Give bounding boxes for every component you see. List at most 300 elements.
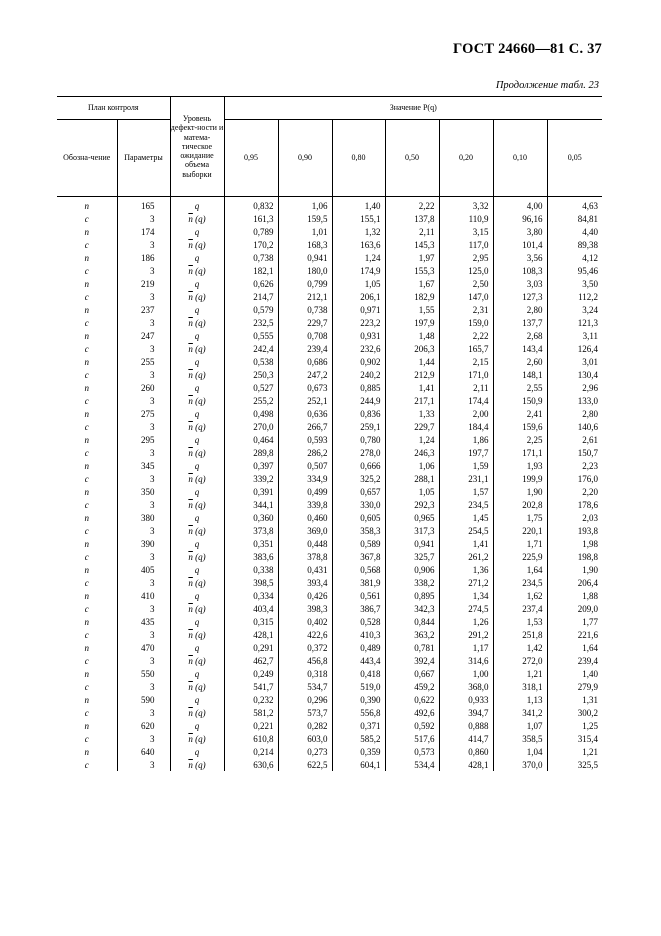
cell-value: 225,9 [493,550,547,563]
cell-value: 1,40 [547,667,602,680]
row-parameter: 3 [117,498,170,511]
cell-value: 261,2 [439,550,493,563]
row-parameter: 3 [117,524,170,537]
cell-value: 150,9 [493,394,547,407]
cell-value: 0,359 [332,745,385,758]
cell-value: 1,59 [439,459,493,472]
table-row [57,251,602,264]
row-level [170,498,224,511]
cell-value: 96,16 [493,212,547,225]
row-level: q [170,693,224,706]
cell-value: 1,55 [385,303,439,316]
header-designation: Обозна-чение [57,120,117,197]
row-level: q [170,329,224,342]
row-parameter: 275 [117,407,170,420]
cell-value: 403,4 [224,602,278,615]
table-row [57,758,602,771]
row-parameter: 550 [117,667,170,680]
cell-value: 1,26 [439,615,493,628]
header-p-1: 0,90 [278,120,332,197]
acceptance-plan-table [57,96,602,771]
cell-value: 220,1 [493,524,547,537]
cell-value: 288,1 [385,472,439,485]
cell-value: 492,6 [385,706,439,719]
table-row [57,511,602,524]
cell-value: 0,895 [385,589,439,602]
cell-value: 242,4 [224,342,278,355]
cell-value: 1,90 [547,563,602,576]
row-designation: c [57,602,117,615]
cell-value: 1,05 [332,277,385,290]
cell-value: 0,214 [224,745,278,758]
row-level [170,706,224,719]
cell-value: 2,31 [439,303,493,316]
cell-value: 4,40 [547,225,602,238]
row-level-mean-n: $\overline{n}$ [188,213,193,224]
cell-value: 206,1 [332,290,385,303]
cell-value: 300,2 [547,706,602,719]
cell-value: 1,62 [493,589,547,602]
cell-value: 0,626 [224,277,278,290]
cell-value: 367,8 [332,550,385,563]
cell-value: 291,2 [439,628,493,641]
row-level-q: (q) [192,707,206,718]
cell-value: 1,40 [332,197,385,213]
cell-value: 0,232 [224,693,278,706]
cell-value: 1,64 [493,563,547,576]
cell-value: 1,32 [332,225,385,238]
cell-value: 0,941 [385,537,439,550]
row-level: q [170,197,224,213]
cell-value: 1,48 [385,329,439,342]
cell-value: 315,4 [547,732,602,745]
cell-value: 289,8 [224,446,278,459]
row-designation: c [57,238,117,251]
cell-value: 286,2 [278,446,332,459]
row-level [170,680,224,693]
cell-value: 2,41 [493,407,547,420]
cell-value: 231,1 [439,472,493,485]
row-parameter: 380 [117,511,170,524]
cell-value: 373,8 [224,524,278,537]
row-parameter: 3 [117,446,170,459]
row-level [170,524,224,537]
cell-value: 0,426 [278,589,332,602]
cell-value: 137,7 [493,316,547,329]
row-level-q: (q) [192,239,206,250]
row-level-q: (q) [192,265,206,276]
cell-value: 0,460 [278,511,332,524]
cell-value: 0,592 [385,719,439,732]
cell-value: 1,88 [547,589,602,602]
row-parameter: 390 [117,537,170,550]
row-level-mean-n: $\overline{n}$ [188,577,193,588]
cell-value: 398,5 [224,576,278,589]
table-row [57,667,602,680]
row-level: q [170,563,224,576]
cell-value: 145,3 [385,238,439,251]
cell-value: 1,44 [385,355,439,368]
cell-value: 0,860 [439,745,493,758]
row-designation: c [57,264,117,277]
cell-value: 108,3 [493,264,547,277]
cell-value: 0,789 [224,225,278,238]
cell-value: 4,12 [547,251,602,264]
cell-value: 3,80 [493,225,547,238]
row-designation: n [57,459,117,472]
cell-value: 0,673 [278,381,332,394]
cell-value: 0,391 [224,485,278,498]
row-parameter: 3 [117,576,170,589]
cell-value: 0,397 [224,459,278,472]
cell-value: 363,2 [385,628,439,641]
cell-value: 1,97 [385,251,439,264]
cell-value: 1,00 [439,667,493,680]
table-row [57,459,602,472]
cell-value: 0,605 [332,511,385,524]
cell-value: 1,24 [385,433,439,446]
table-row [57,446,602,459]
cell-value: 1,53 [493,615,547,628]
row-level: q [170,381,224,394]
table-row [57,290,602,303]
cell-value: 165,7 [439,342,493,355]
cell-value: 1,05 [385,485,439,498]
cell-value: 383,6 [224,550,278,563]
row-level-q: (q) [192,603,206,614]
cell-value: 159,0 [439,316,493,329]
row-level: q [170,459,224,472]
table-row [57,745,602,758]
cell-value: 0,589 [332,537,385,550]
cell-value: 318,1 [493,680,547,693]
cell-value: 368,0 [439,680,493,693]
cell-value: 1,01 [278,225,332,238]
cell-value: 428,1 [439,758,493,771]
cell-value: 168,3 [278,238,332,251]
cell-value: 0,666 [332,459,385,472]
cell-value: 0,527 [224,381,278,394]
table-row [57,550,602,563]
cell-value: 0,622 [385,693,439,706]
row-level: q [170,433,224,446]
cell-value: 414,7 [439,732,493,745]
table-row [57,472,602,485]
row-parameter: 3 [117,758,170,771]
row-designation: n [57,589,117,602]
row-parameter: 3 [117,420,170,433]
row-level-q: (q) [192,525,206,536]
row-parameter: 3 [117,212,170,225]
row-level: q [170,407,224,420]
cell-value: 1,33 [385,407,439,420]
cell-value: 112,2 [547,290,602,303]
cell-value: 121,3 [547,316,602,329]
cell-value: 0,498 [224,407,278,420]
cell-value: 255,2 [224,394,278,407]
cell-value: 0,906 [385,563,439,576]
cell-value: 155,3 [385,264,439,277]
row-level-q: (q) [192,681,206,692]
cell-value: 1,42 [493,641,547,654]
cell-value: 0,249 [224,667,278,680]
cell-value: 1,64 [547,641,602,654]
cell-value: 126,4 [547,342,602,355]
row-level-mean-n: $\overline{n}$ [188,317,193,328]
table-row [57,485,602,498]
header-p-0: 0,95 [224,120,278,197]
cell-value: 270,0 [224,420,278,433]
cell-value: 170,2 [224,238,278,251]
row-level: q [170,641,224,654]
cell-value: 125,0 [439,264,493,277]
cell-value: 1,67 [385,277,439,290]
table-row [57,680,602,693]
table-row [57,381,602,394]
row-designation: n [57,329,117,342]
row-level-q: (q) [192,577,206,588]
cell-value: 140,6 [547,420,602,433]
row-parameter: 3 [117,290,170,303]
cell-value: 110,9 [439,212,493,225]
row-level-q: (q) [192,499,206,510]
table-row [57,654,602,667]
cell-value: 202,8 [493,498,547,511]
row-designation: c [57,576,117,589]
cell-value: 171,0 [439,368,493,381]
cell-value: 178,6 [547,498,602,511]
cell-value: 137,8 [385,212,439,225]
cell-value: 0,371 [332,719,385,732]
table-row [57,368,602,381]
cell-value: 0,360 [224,511,278,524]
cell-value: 394,7 [439,706,493,719]
cell-value: 247,2 [278,368,332,381]
cell-value: 1,93 [493,459,547,472]
cell-value: 0,448 [278,537,332,550]
row-designation: c [57,342,117,355]
table-row [57,563,602,576]
row-parameter: 3 [117,628,170,641]
cell-value: 0,221 [224,719,278,732]
row-level: q [170,589,224,602]
row-parameter: 247 [117,329,170,342]
cell-value: 3,15 [439,225,493,238]
cell-value: 534,7 [278,680,332,693]
cell-value: 221,6 [547,628,602,641]
row-level-mean-n: $\overline{n}$ [188,707,193,718]
table-row [57,316,602,329]
row-parameter: 3 [117,654,170,667]
cell-value: 266,7 [278,420,332,433]
cell-value: 0,489 [332,641,385,654]
cell-value: 0,568 [332,563,385,576]
row-designation: c [57,654,117,667]
cell-value: 148,1 [493,368,547,381]
row-level [170,264,224,277]
cell-value: 0,781 [385,641,439,654]
cell-value: 193,8 [547,524,602,537]
cell-value: 0,971 [332,303,385,316]
row-level: q [170,615,224,628]
cell-value: 0,636 [278,407,332,420]
cell-value: 176,0 [547,472,602,485]
table-row [57,576,602,589]
cell-value: 0,555 [224,329,278,342]
row-level-mean-n: $\overline{n}$ [188,499,193,510]
cell-value: 292,3 [385,498,439,511]
row-level [170,446,224,459]
cell-value: 234,5 [493,576,547,589]
header-p-5: 0,10 [493,120,547,197]
cell-value: 147,0 [439,290,493,303]
cell-value: 0,291 [224,641,278,654]
row-level [170,212,224,225]
cell-value: 1,71 [493,537,547,550]
cell-value: 610,8 [224,732,278,745]
row-level: q [170,251,224,264]
row-designation: n [57,485,117,498]
row-level-q: (q) [192,343,206,354]
cell-value: 603,0 [278,732,332,745]
cell-value: 1,98 [547,537,602,550]
cell-value: 2,03 [547,511,602,524]
cell-value: 2,50 [439,277,493,290]
table-row [57,303,602,316]
cell-value: 272,0 [493,654,547,667]
cell-value: 251,8 [493,628,547,641]
cell-value: 398,3 [278,602,332,615]
table-row [57,197,602,213]
row-designation: c [57,290,117,303]
row-designation: n [57,277,117,290]
cell-value: 101,4 [493,238,547,251]
cell-value: 1,90 [493,485,547,498]
cell-value: 378,8 [278,550,332,563]
table-row [57,498,602,511]
page-header: ГОСТ 24660—81 С. 37 [453,41,602,57]
cell-value: 1,41 [385,381,439,394]
cell-value: 2,15 [439,355,493,368]
cell-value: 622,5 [278,758,332,771]
row-level-mean-n: $\overline{n}$ [188,759,193,770]
cell-value: 244,9 [332,394,385,407]
row-designation: c [57,212,117,225]
row-level-q: (q) [192,629,206,640]
cell-value: 556,8 [332,706,385,719]
row-parameter: 237 [117,303,170,316]
row-level-mean-n: $\overline{n}$ [188,239,193,250]
cell-value: 254,5 [439,524,493,537]
cell-value: 1,06 [385,459,439,472]
cell-value: 239,4 [278,342,332,355]
row-parameter: 260 [117,381,170,394]
row-designation: n [57,745,117,758]
cell-value: 325,2 [332,472,385,485]
header-probability-value: Значение P(q) [224,97,602,120]
cell-value: 581,2 [224,706,278,719]
row-level-mean-n: $\overline{n}$ [188,395,193,406]
row-level-mean-n: $\overline{n}$ [188,603,193,614]
cell-value: 174,4 [439,394,493,407]
row-parameter: 255 [117,355,170,368]
row-parameter: 590 [117,693,170,706]
cell-value: 197,7 [439,446,493,459]
header-parameters: Параметры [117,120,170,197]
cell-value: 3,03 [493,277,547,290]
cell-value: 0,738 [278,303,332,316]
cell-value: 2,11 [385,225,439,238]
cell-value: 0,657 [332,485,385,498]
cell-value: 1,25 [547,719,602,732]
row-level: q [170,511,224,524]
row-level [170,420,224,433]
row-level [170,342,224,355]
cell-value: 180,0 [278,264,332,277]
cell-value: 0,507 [278,459,332,472]
row-level-q: (q) [192,551,206,562]
cell-value: 1,07 [493,719,547,732]
table-row [57,407,602,420]
table-row [57,706,602,719]
row-level-q: (q) [192,317,206,328]
row-level [170,394,224,407]
table-row [57,342,602,355]
cell-value: 1,77 [547,615,602,628]
cell-value: 1,06 [278,197,332,213]
row-level: q [170,355,224,368]
cell-value: 1,04 [493,745,547,758]
row-designation: n [57,563,117,576]
row-designation: n [57,355,117,368]
header-p-4: 0,20 [439,120,493,197]
row-level [170,628,224,641]
row-parameter: 3 [117,706,170,719]
row-level-mean-n: $\overline{n}$ [188,629,193,640]
cell-value: 519,0 [332,680,385,693]
row-parameter: 405 [117,563,170,576]
cell-value: 3,01 [547,355,602,368]
cell-value: 585,2 [332,732,385,745]
cell-value: 2,22 [439,329,493,342]
row-level-q: (q) [192,655,206,666]
cell-value: 89,38 [547,238,602,251]
cell-value: 0,941 [278,251,332,264]
row-designation: n [57,667,117,680]
cell-value: 3,50 [547,277,602,290]
row-level: q [170,225,224,238]
cell-value: 0,708 [278,329,332,342]
table-row [57,537,602,550]
cell-value: 604,1 [332,758,385,771]
table-row [57,719,602,732]
row-designation: n [57,693,117,706]
table-row [57,225,602,238]
cell-value: 0,573 [385,745,439,758]
cell-value: 3,24 [547,303,602,316]
cell-value: 459,2 [385,680,439,693]
cell-value: 182,1 [224,264,278,277]
cell-value: 223,2 [332,316,385,329]
cell-value: 541,7 [224,680,278,693]
cell-value: 2,00 [439,407,493,420]
table-row [57,433,602,446]
cell-value: 341,2 [493,706,547,719]
cell-value: 534,4 [385,758,439,771]
cell-value: 2,11 [439,381,493,394]
row-parameter: 3 [117,602,170,615]
cell-value: 2,80 [547,407,602,420]
